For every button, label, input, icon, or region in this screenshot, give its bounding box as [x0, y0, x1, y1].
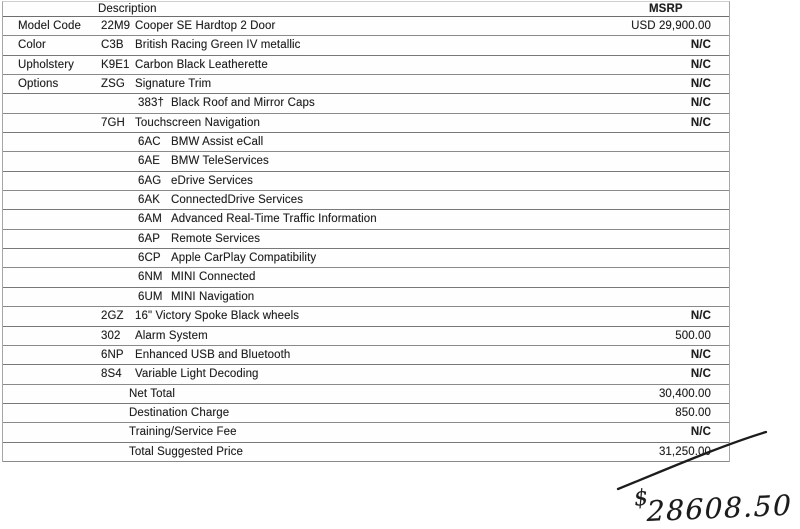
msrp-value: 31,250.00 — [658, 445, 711, 458]
option-code: 22M9 — [101, 20, 131, 32]
option-code: ZSG — [101, 78, 125, 91]
option-code: C3B — [101, 39, 124, 52]
option-description: BMW Assist eCall — [171, 136, 264, 149]
msrp-column-header: MSRP — [649, 3, 683, 15]
table-row — [3, 36, 729, 55]
msrp-value: N/C — [690, 368, 711, 381]
option-code: 7GH — [101, 116, 125, 129]
table-header-row — [3, 2, 729, 17]
option-description: Black Roof and Mirror Caps — [171, 97, 315, 110]
msrp-value: N/C — [690, 58, 711, 71]
table-row — [3, 133, 729, 152]
option-code: 6AG — [138, 174, 162, 187]
table-row — [3, 94, 729, 113]
total-line-label: Destination Charge — [129, 406, 230, 419]
option-description: Touchscreen Navigation — [135, 116, 260, 129]
handwritten-price: 28608.50 — [646, 488, 793, 529]
table-row — [3, 191, 729, 210]
option-code: 6AP — [138, 232, 161, 245]
option-code: 6AM — [138, 213, 162, 226]
handwritten-dollar-sign: $ — [632, 485, 650, 512]
table-row — [3, 288, 729, 307]
option-code: 8S4 — [101, 368, 122, 381]
option-description: Cooper SE Hardtop 2 Door — [135, 20, 276, 32]
handwritten-annotation — [610, 424, 800, 529]
option-description: Variable Light Decoding — [135, 368, 259, 381]
msrp-value — [509, 230, 729, 248]
row-label: Upholstery — [18, 58, 74, 71]
table-row — [3, 249, 729, 268]
msrp-value: N/C — [690, 39, 711, 52]
option-description: Apple CarPlay Compatibility — [171, 252, 317, 265]
table-row — [3, 56, 729, 75]
table-row — [3, 210, 729, 229]
option-description: Carbon Black Leatherette — [135, 58, 268, 71]
option-code: 2GZ — [101, 310, 124, 323]
option-code: 6CP — [138, 252, 161, 265]
table-row — [3, 327, 729, 346]
msrp-value: N/C — [690, 78, 711, 91]
table-row — [3, 230, 729, 249]
table-row-destination-charge — [3, 404, 729, 423]
row-label: Color — [18, 39, 46, 52]
msrp-value — [509, 133, 729, 151]
option-description: British Racing Green IV metallic — [135, 39, 301, 52]
option-code: 6AK — [138, 194, 161, 207]
pricing-table — [2, 1, 730, 462]
option-code: 6AC — [138, 136, 161, 149]
table-row — [3, 172, 729, 191]
total-line-label: Training/Service Fee — [129, 426, 237, 439]
option-code: 6NM — [138, 271, 163, 284]
table-row — [3, 114, 729, 133]
option-description: ConnectedDrive Services — [171, 194, 304, 207]
row-label: Model Code — [18, 20, 82, 32]
option-description: Remote Services — [171, 232, 261, 245]
msrp-value: 850.00 — [675, 406, 711, 419]
option-code: 6NP — [101, 348, 124, 361]
option-description: Alarm System — [135, 329, 208, 342]
option-code: 6UM — [138, 290, 163, 303]
msrp-value: 500.00 — [675, 329, 711, 342]
msrp-value — [509, 172, 729, 190]
row-label: Options — [18, 78, 59, 91]
option-description: MINI Connected — [171, 271, 256, 284]
option-code: 6AE — [138, 155, 161, 168]
table-row — [3, 365, 729, 384]
msrp-value: N/C — [690, 116, 711, 129]
msrp-value — [509, 288, 729, 306]
msrp-value: N/C — [690, 348, 711, 361]
table-row — [3, 346, 729, 365]
msrp-value: N/C — [690, 97, 711, 110]
msrp-value: N/C — [690, 426, 711, 439]
msrp-value — [509, 268, 729, 286]
msrp-value — [509, 191, 729, 209]
option-description: BMW TeleServices — [171, 155, 269, 168]
table-row — [3, 75, 729, 94]
msrp-value: N/C — [690, 310, 711, 323]
msrp-value: 30,400.00 — [658, 387, 711, 400]
total-line-label: Net Total — [129, 387, 176, 400]
option-description: Advanced Real-Time Traffic Information — [171, 213, 377, 226]
option-description: Enhanced USB and Bluetooth — [135, 348, 291, 361]
msrp-value — [509, 210, 729, 228]
table-row — [3, 268, 729, 287]
option-description: eDrive Services — [171, 174, 254, 187]
msrp-value — [509, 249, 729, 267]
table-row-net-total — [3, 385, 729, 404]
option-description: MINI Navigation — [171, 290, 255, 303]
option-description: 16" Victory Spoke Black wheels — [135, 310, 300, 323]
msrp-value — [509, 152, 729, 170]
option-description: Signature Trim — [135, 78, 212, 91]
total-line-label: Total Suggested Price — [129, 445, 243, 458]
table-row — [3, 152, 729, 171]
option-code: K9E1 — [101, 58, 130, 71]
table-row — [3, 17, 729, 36]
option-code: 302 — [101, 329, 121, 342]
table-row — [3, 307, 729, 326]
description-column-header: Description — [98, 3, 157, 15]
option-code: 383† — [138, 97, 164, 110]
msrp-value: USD 29,900.00 — [631, 20, 711, 32]
